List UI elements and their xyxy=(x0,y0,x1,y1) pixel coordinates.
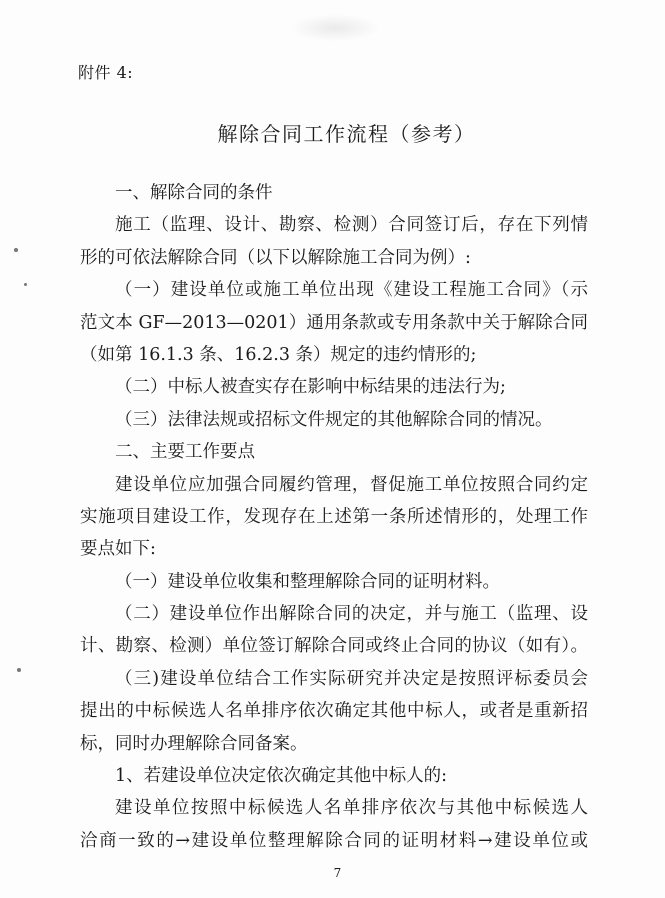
paragraph-line: （如第 16.1.3 条、16.2.3 条）规定的违约情形的; xyxy=(80,344,477,365)
scan-speck xyxy=(14,248,18,252)
page-number: 7 xyxy=(333,866,342,880)
paragraph-line: 计、勘察、检测）单位签订解除合同或终止合同的协议（如有）。 xyxy=(80,636,588,657)
document-title: 解除合同工作流程（参考） xyxy=(217,122,476,146)
paragraph-line: 建设单位应加强合同履约管理，督促施工单位按照合同约定 xyxy=(115,474,588,495)
paragraph-line: 要点如下: xyxy=(80,539,156,560)
paragraph-line: （一）建设单位收集和整理解除合同的证明材料。 xyxy=(115,571,500,592)
paragraph-line: （三）法律法规或招标文件规定的其他解除合同的情况。 xyxy=(115,409,553,430)
paragraph-line: （三)建设单位结合工作实际研究并决定是按照评标委员会 xyxy=(115,668,588,689)
paragraph-line: 洽商一致的→建设单位整理解除合同的证明材料→建设单位或 xyxy=(80,830,588,851)
scan-speck xyxy=(24,283,27,286)
paragraph-line: 二、主要工作要点 xyxy=(115,442,255,463)
paragraph-line: 一、解除合同的条件 xyxy=(115,183,273,203)
paragraph-line: 施工（监理、设计、勘察、检测）合同签订后，存在下列情 xyxy=(115,215,588,236)
paragraph-line: 提出的中标候选人名单排序依次确定其他中标人，或者是重新招 xyxy=(80,701,588,722)
paragraph-line: 实施项目建设工作，发现存在上述第一条所述情形的，处理工作 xyxy=(80,506,588,527)
scan-speck xyxy=(17,668,21,672)
paragraph-line: 形的可依法解除合同（以下以解除施工合同为例）: xyxy=(80,247,471,268)
document-body xyxy=(80,177,588,857)
attachment-label: 附件 4: xyxy=(78,63,134,82)
paragraph-line: （一）建设单位或施工单位出现《建设工程施工合同》（示 xyxy=(115,280,588,301)
paragraph-line: 范文本 GF—2013—0201）通用条款或专用条款中关于解除合同 xyxy=(80,312,588,333)
paragraph-line: 1、若建设单位决定依次确定其他中标人的: xyxy=(115,766,448,787)
paragraph-line: 建设单位按照中标候选人名单排序依次与其他中标候选人 xyxy=(115,798,588,819)
scan-smudge xyxy=(290,14,380,42)
paragraph-line: 标，同时办理解除合同备案。 xyxy=(80,733,308,754)
paragraph-line: （二）中标人被查实存在影响中标结果的违法行为; xyxy=(115,377,506,398)
paragraph-line: （二）建设单位作出解除合同的决定，并与施工（监理、设 xyxy=(115,604,588,625)
